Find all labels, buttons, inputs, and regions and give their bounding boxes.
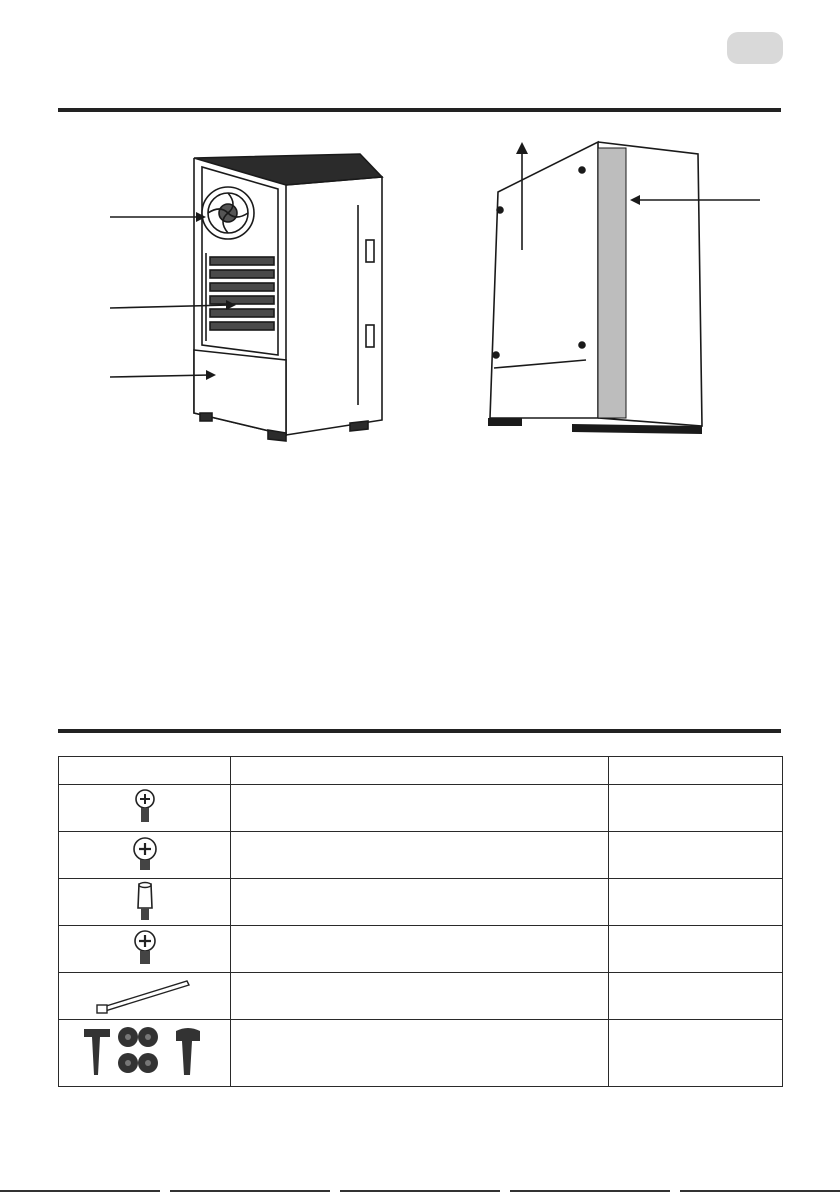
part-image-cell (59, 973, 231, 1020)
language-badge (727, 32, 783, 64)
header-quantity (609, 757, 783, 785)
case-exterior-illustration (480, 140, 770, 440)
accessories-section-divider (58, 729, 781, 733)
top-section-divider (58, 108, 781, 112)
standoff-icon (134, 880, 156, 922)
table-row (59, 973, 783, 1020)
case-interior-illustration (110, 145, 400, 445)
motherboard-screw-icon (131, 788, 159, 826)
part-image-cell (59, 879, 231, 926)
fan-screw-icon (130, 835, 160, 873)
part-image-cell (59, 926, 231, 973)
part-description (231, 785, 609, 832)
rubber-grommets-icon (80, 1023, 210, 1081)
part-description (231, 973, 609, 1020)
header-image (59, 757, 231, 785)
table-row (59, 832, 783, 879)
table-row (59, 879, 783, 926)
part-description (231, 1020, 609, 1087)
psu-screw-icon (131, 929, 159, 967)
table-row (59, 785, 783, 832)
part-quantity (609, 973, 783, 1020)
part-description (231, 926, 609, 973)
part-quantity (609, 926, 783, 973)
part-image-cell (59, 1020, 231, 1087)
part-quantity (609, 879, 783, 926)
accessories-table (58, 756, 783, 1087)
cable-tie-icon (95, 975, 195, 1015)
part-image-cell (59, 785, 231, 832)
table-header-row (59, 757, 783, 785)
part-description (231, 879, 609, 926)
table-row (59, 1020, 783, 1087)
part-description (231, 832, 609, 879)
table-row (59, 926, 783, 973)
part-quantity (609, 1020, 783, 1087)
part-image-cell (59, 832, 231, 879)
header-description (231, 757, 609, 785)
part-quantity (609, 832, 783, 879)
part-quantity (609, 785, 783, 832)
